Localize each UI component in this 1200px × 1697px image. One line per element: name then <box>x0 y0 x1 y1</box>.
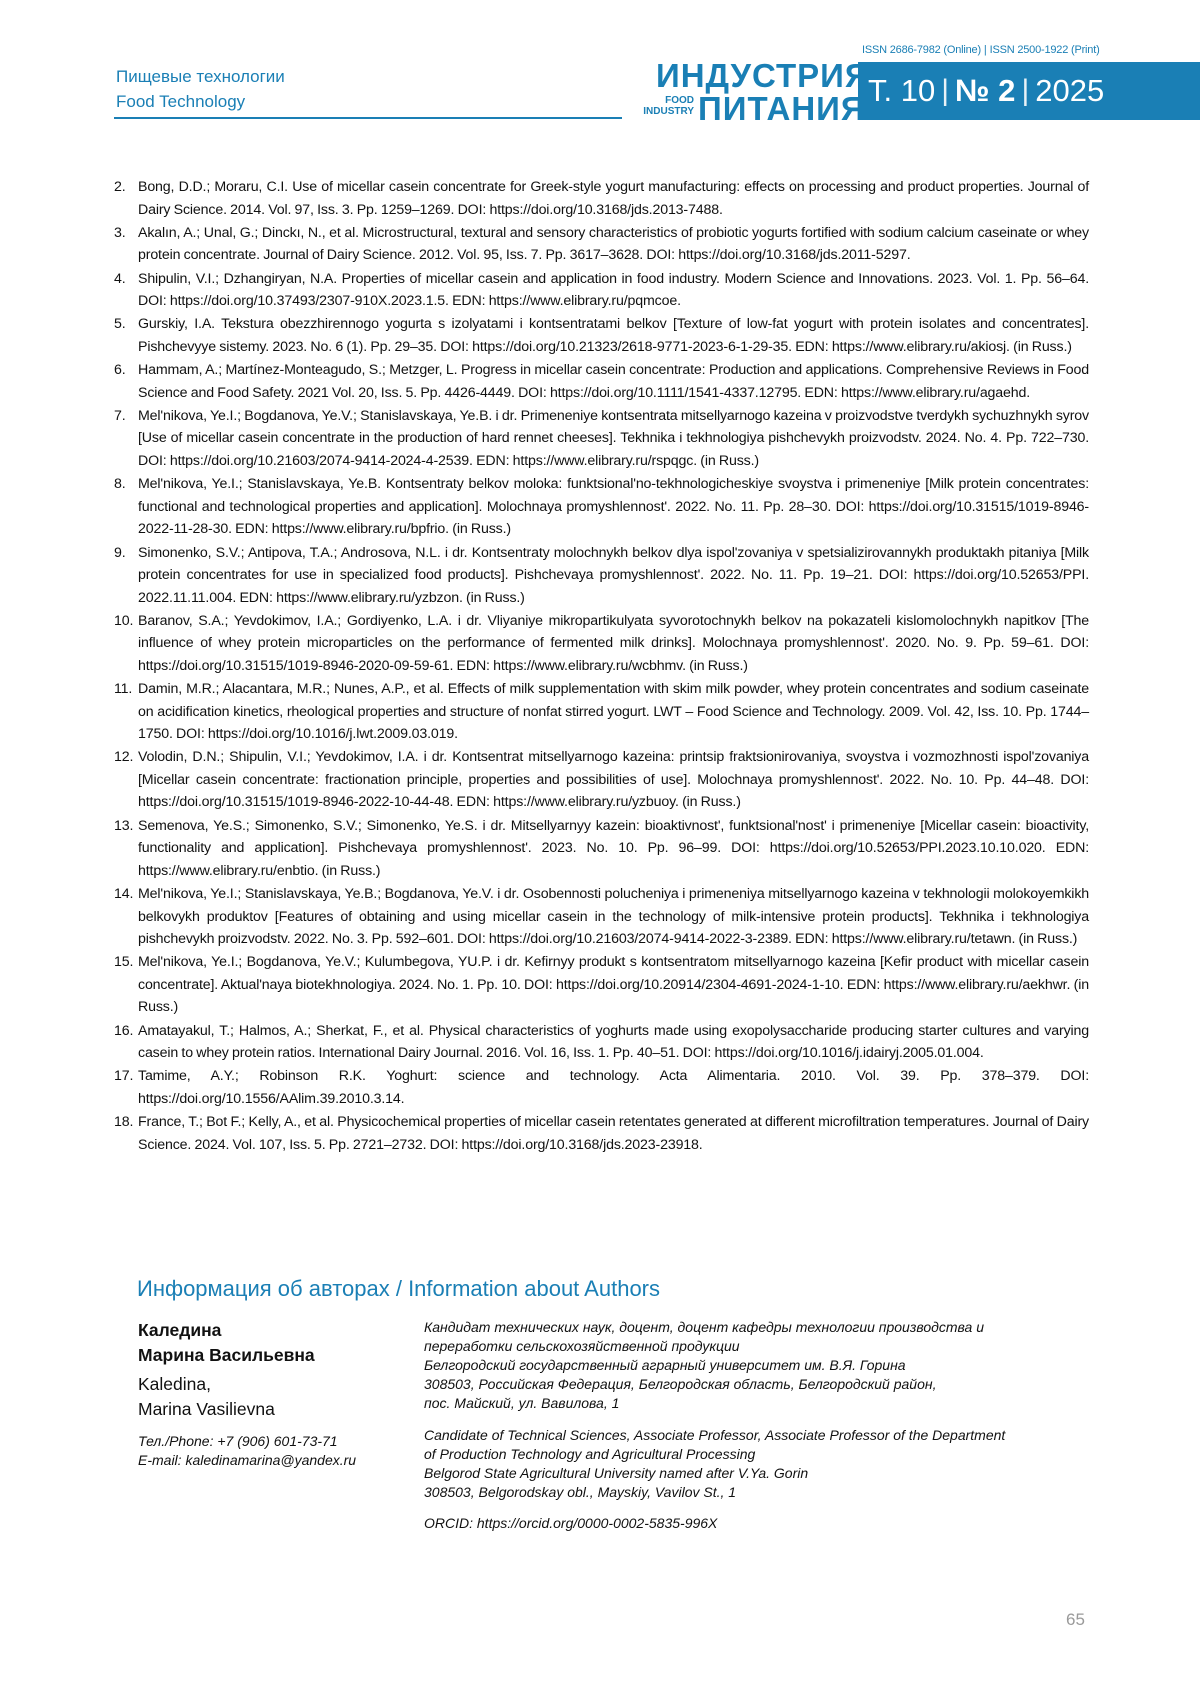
author-info-ru-line: 308503, Российская Федерация, Белгородская область, Белгородский район, <box>424 1375 1104 1394</box>
reference-item <box>114 268 1089 313</box>
issn-line <box>862 44 1100 56</box>
reference-item <box>114 815 1089 883</box>
reference-item <box>114 1065 1089 1110</box>
reference-number: 13. <box>114 815 133 838</box>
reference-text: Damin, M.R.; Alacantara, M.R.; Nunes, A.P., et al. Effects of milk supplementation with skim milk powder, whey protein concentrates and sodium caseinate on acidification kinetics, rheological properties and structure of nonfat stirred yogurt. LWT – Food Science and Technology. 2009. Vol. 42, Iss. 10. Pp. 1744–1750. DOI: https://doi.org/10.1016/j.lwt.2009.03.019. <box>138 681 1089 742</box>
reference-item <box>114 1020 1089 1065</box>
reference-item <box>114 176 1089 221</box>
author-info-ru-line: Кандидат технических наук, доцент, доцент кафедры технологии производства и <box>424 1318 1104 1337</box>
author-info-en-line: of Production Technology and Agricultural Processing <box>424 1445 1104 1464</box>
author-info-ru-line: пос. Майский, ул. Вавилова, 1 <box>424 1394 1104 1413</box>
reference-number: 8. <box>114 473 126 496</box>
header-rule <box>114 117 622 119</box>
author-info-en-line: 308503, Belgorodskay obl., Mayskiy, Vavilov St., 1 <box>424 1483 1104 1502</box>
issue-number: № 2 <box>955 73 1015 109</box>
reference-text: Gurskiy, I.A. Tekstura obezzhirennogo yogurta s izolyatami i kontsentratami belkov [Texture of low-fat yogurt with protein isolates and concentrates]. Pishchevyye sistemy. 2023. No. 6 (1). Pp. 29–35. DOI: https://doi.org/10.21323/2618-9771-2023-6-1-29-35. EDN: https://www.elibrary.ru/akiosj. (in Russ.) <box>138 316 1089 355</box>
reference-text: Mel'nikova, Ye.I.; Bogdanova, Ye.V.; Kulumbegova, YU.P. i dr. Kefirnyy produkt s kontsentratom mitsellyarnogo kazeina [Kefir product with micellar casein concentrate]. Aktual'naya biotekhnologiya. 2024. No. 1. Pp. 10. DOI: https://doi.org/10.20914/2304-4691-2024-1-10. EDN: https://www.elibrary.ru/aekhwr. (in Russ.) <box>138 954 1089 1015</box>
reference-number: 4. <box>114 268 126 291</box>
reference-number: 10. <box>114 610 133 633</box>
reference-text: Volodin, D.N.; Shipulin, V.I.; Yevdokimov, I.A. i dr. Kontsentrat mitsellyarnogo kazeina: printsip fraktsionirovaniya, svoystva i vozmozhnosti ispol'zovaniya [Micellar casein concentrate: fractionation principle, properties and possibilities of use]. Molochnaya promyshlennost'. 2022. No. 10. Pp. 44–48. DOI: https://doi.org/10.31515/1019-8946-2022-10-44-48. EDN: https://www.elibrary.ru/yzbuoy. (in Russ.) <box>138 749 1089 810</box>
reference-item <box>114 951 1089 1019</box>
reference-item <box>114 746 1089 814</box>
reference-number: 11. <box>114 678 132 701</box>
reference-text: Bong, D.D.; Moraru, C.I. Use of micellar casein concentrate for Greek-style yogurt manufacturing: effects on processing and product properties. Journal of Dairy Science. 2014. Vol. 97, Iss. 3. Pp. 1259–1269. DOI: https://doi.org/10.3168/jds.2013-7488. <box>138 179 1089 218</box>
reference-text: Mel'nikova, Ye.I.; Stanislavskaya, Ye.B.; Bogdanova, Ye.V. i dr. Osobennosti polucheniya i primeneniya mitsellyarnogo kazeina v tekhnologii molokoyemkikh belkovykh produktov [Features of obtaining and using micellar casein in the technology of milk-intensive protein products]. Tekhnika i tekhnologiya pishchevykh proizvodstv. 2022. No. 3. Pp. 592–601. DOI: https://doi.org/10.21603/2074-9414-2022-3-2389. EDN: https://www.elibrary.ru/tetawn. (in Russ.) <box>138 886 1089 947</box>
reference-number: 7. <box>114 405 126 428</box>
issue-volume: Т. 10 <box>868 73 935 109</box>
author-info-en-line: Belgorod State Agricultural University named after V.Ya. Gorin <box>424 1464 1104 1483</box>
author-phone: Тел./Phone: +7 (906) 601-73-71 <box>138 1432 356 1451</box>
author-name-ru <box>138 1318 315 1368</box>
reference-text: Hammam, A.; Martínez-Monteagudo, S.; Metzger, L. Progress in micellar casein concentrate: Production and applications. Comprehensive Reviews in Food Science and Food Safety. 2021 Vol. 20, Iss. 5. Pp. 4426-4449. DOI: https://doi.org/10.1111/1541-4337.12795. EDN: https://www.elibrary.ru/agaehd. <box>138 362 1089 401</box>
issue-separator: | <box>1021 74 1029 108</box>
reference-item <box>114 542 1089 610</box>
reference-number: 6. <box>114 359 126 382</box>
author-surname-ru: Каледина <box>138 1318 315 1343</box>
reference-text: Simonenko, S.V.; Antipova, T.A.; Androsova, N.L. i dr. Kontsentraty molochnykh belkov dlya ispol'zovaniya v spetsializirovannykh produktakh pitaniya [Milk protein concentrates for use in specialized food products]. Pishchevaya promyshlennost'. 2022. No. 11. Pp. 19–21. DOI: https://doi.org/10.52653/PPI. 2022.11.11.004. EDN: https://www.elibrary.ru/yzbzon. (in Russ.) <box>138 545 1089 606</box>
section-title <box>116 64 285 114</box>
reference-text: Shipulin, V.I.; Dzhangiryan, N.A. Properties of micellar casein and application in food industry. Modern Science and Innovations. 2023. Vol. 1. Pp. 56–64. DOI: https://doi.org/10.37493/2307-910X.2023.1.5. EDN: https://www.elibrary.ru/pqmcoe. <box>138 271 1089 310</box>
reference-text: Amatayakul, T.; Halmos, A.; Sherkat, F., et al. Physical characteristics of yoghurts made using exopolysaccharide producing starter cultures and varying casein to whey protein ratios. International Dairy Journal. 2016. Vol. 16, Iss. 1. Pp. 40–51. DOI: https://doi.org/10.1016/j.idairyj.2005.01.004. <box>138 1023 1089 1062</box>
author-email[interactable]: E-mail: kaledinamarina@yandex.ru <box>138 1451 356 1470</box>
reference-text: Akalın, A.; Unal, G.; Dinckı, N., et al. Microstructural, textural and sensory characteristics of probiotic yogurts fortified with sodium calcium caseinate or whey protein concentrate. Journal of Dairy Science. 2012. Vol. 95, Iss. 7. Pp. 3617–3628. DOI: https://doi.org/10.3168/jds.2011-5297. <box>138 225 1089 264</box>
reference-text: Mel'nikova, Ye.I.; Bogdanova, Ye.V.; Stanislavskaya, Ye.B. i dr. Primeneniye kontsentrata mitsellyarnogo kazeina v proizvodstve tverdykh sychuzhnykh syrov [Use of micellar casein concentrate in the production of hard rennet cheeses]. Tekhnika i tekhnologiya pishchevykh proizvodstv. 2024. No. 4. Pp. 722–730. DOI: https://doi.org/10.21603/2074-9414-2024-4-2539. EDN: https://www.elibrary.ru/rspqgc. (in Russ.) <box>138 408 1089 469</box>
reference-number: 12. <box>114 746 133 769</box>
reference-text: Tamime, A.Y.; Robinson R.K. Yoghurt: science and technology. Acta Alimentaria. 2010. Vol. 39. Pp. 378–379. DOI: https://doi.org/10.1556/AAlim.39.2010.3.14. <box>138 1068 1089 1107</box>
reference-item <box>114 473 1089 541</box>
author-surname-en: Kaledina, <box>138 1372 275 1397</box>
reference-item <box>114 222 1089 267</box>
issn-separator: | <box>984 44 987 56</box>
reference-number: 15. <box>114 951 133 974</box>
journal-logo-industry: INDUSTRY <box>634 106 694 117</box>
author-given-en: Marina Vasilievna <box>138 1397 275 1422</box>
author-name-en <box>138 1372 275 1422</box>
reference-item <box>114 313 1089 358</box>
reference-item <box>114 678 1089 746</box>
journal-logo-food: FOOD <box>634 95 694 106</box>
author-contacts <box>138 1432 356 1470</box>
reference-text: France, T.; Bot F.; Kelly, A., et al. Physicochemical properties of micellar casein retentates generated at different microfiltration temperatures. Journal of Dairy Science. 2024. Vol. 107, Iss. 5. Pp. 2721–2732. DOI: https://doi.org/10.3168/jds.2023-23918. <box>138 1114 1089 1153</box>
reference-number: 2. <box>114 176 126 199</box>
reference-number: 18. <box>114 1111 133 1134</box>
reference-number: 17. <box>114 1065 133 1088</box>
issue-badge <box>858 62 1200 120</box>
reference-number: 16. <box>114 1020 133 1043</box>
reference-item <box>114 405 1089 473</box>
reference-number: 9. <box>114 542 126 565</box>
reference-list <box>114 176 1089 1157</box>
journal-logo-line2: ПИТАНИЯ <box>698 91 866 127</box>
author-info-en-line: Candidate of Technical Sciences, Associate Professor, Associate Professor of the Department <box>424 1426 1104 1445</box>
reference-number: 14. <box>114 883 133 906</box>
reference-number: 5. <box>114 313 126 336</box>
author-info-en <box>424 1426 1104 1502</box>
section-title-en: Food Technology <box>116 89 285 114</box>
authors-heading: Информация об авторах / Information about Authors <box>137 1276 660 1302</box>
issue-separator: | <box>941 74 949 108</box>
journal-logo-small <box>634 95 694 117</box>
author-given-ru: Марина Васильевна <box>138 1343 315 1368</box>
reference-text: Mel'nikova, Ye.I.; Stanislavskaya, Ye.B. Kontsentraty belkov moloka: funktsional'no-tekhnologicheskiye svoystva i primeneniye [Milk protein concentrates: functional and technological properties and application]. Molochnaya promyshlennost'. 2022. No. 11. Pp. 28–30. DOI: https://doi.org/10.31515/1019-8946-2022-11-28-30. EDN: https://www.elibrary.ru/bpfrio. (in Russ.) <box>138 476 1089 537</box>
journal-logo-line1: ИНДУСТРИЯ <box>656 58 870 94</box>
author-info-ru-line: переработки сельскохозяйственной продукции <box>424 1337 1104 1356</box>
reference-item <box>114 1111 1089 1156</box>
issue-year: 2025 <box>1035 73 1104 109</box>
author-orcid <box>424 1514 1104 1533</box>
section-title-ru: Пищевые технологии <box>116 64 285 89</box>
author-orcid-link[interactable]: ORCID: https://orcid.org/0000-0002-5835-996X <box>424 1514 1104 1533</box>
author-info-ru <box>424 1318 1104 1413</box>
reference-text: Baranov, S.A.; Yevdokimov, I.A.; Gordiyenko, L.A. i dr. Vliyaniye mikropartikulyata syvorotochnykh belkov na pokazateli kislomolochnykh napitkov [The influence of whey protein microparticles on the performance of fermented milk drinks]. Molochnaya promyshlennost'. 2020. No. 9. Pp. 59–61. DOI: https://doi.org/10.31515/1019-8946-2020-09-59-61. EDN: https://www.elibrary.ru/wcbhmv. (in Russ.) <box>138 613 1089 674</box>
reference-item <box>114 610 1089 678</box>
issn-print: ISSN 2500-1922 (Print) <box>990 44 1100 56</box>
author-info-ru-line: Белгородский государственный аграрный университет им. В.Я. Горина <box>424 1356 1104 1375</box>
reference-item <box>114 359 1089 404</box>
page-number: 65 <box>1066 1610 1085 1630</box>
reference-text: Semenova, Ye.S.; Simonenko, S.V.; Simonenko, Ye.S. i dr. Mitsellyarnyy kazein: bioaktivnost', funktsional'nost' i primeneniye [Micellar casein: bioactivity, functionality and application]. Pishchevaya promyshlennost'. 2023. No. 10. Pp. 96–99. DOI: https://doi.org/10.52653/PPI.2023.10.10.020. EDN: https://www.elibrary.ru/enbtio. (in Russ.) <box>138 818 1089 879</box>
reference-number: 3. <box>114 222 126 245</box>
reference-item <box>114 883 1089 951</box>
issn-online: ISSN 2686-7982 (Online) <box>862 44 981 56</box>
